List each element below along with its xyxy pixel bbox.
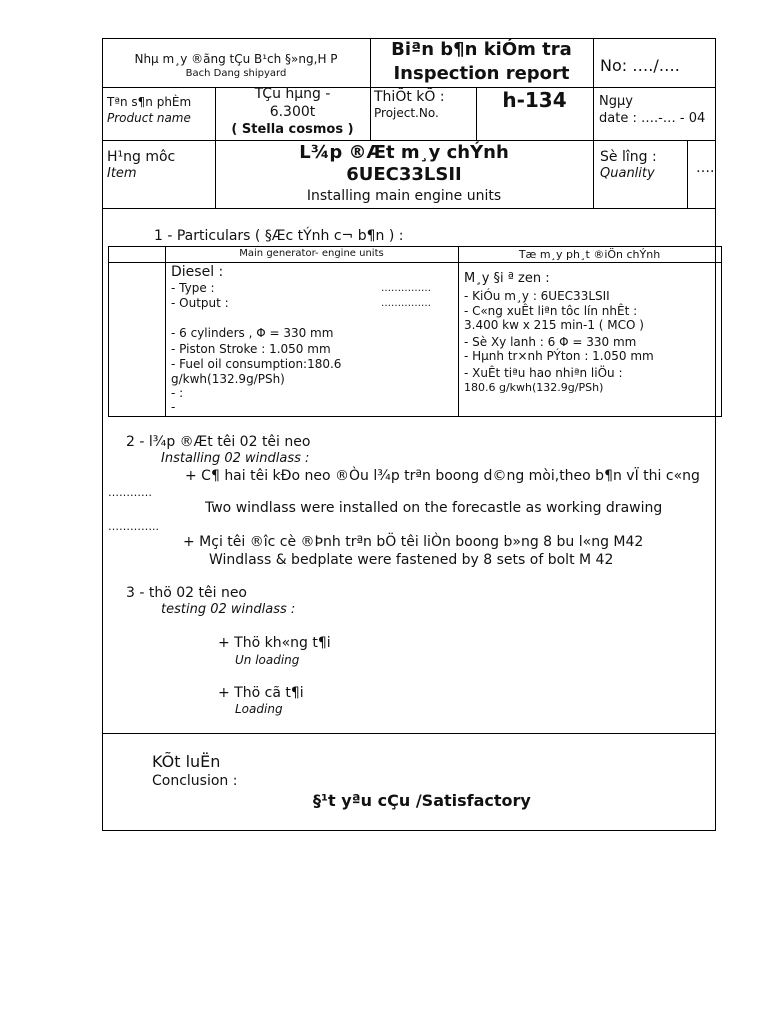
section2-dots2: ………….. bbox=[108, 520, 159, 533]
section1-title: 1 - Particulars ( §Æc tÝnh c¬ b¶n ) : bbox=[154, 228, 404, 244]
right-line-5: - Hµnh tr×nh PÝton : 1.050 mm bbox=[464, 349, 654, 363]
section3-title: 3 - thö 02 têi neo bbox=[126, 585, 247, 601]
test-loading-vn: + Thö cã t¶i bbox=[218, 685, 304, 701]
company-name-en: Bach Dang shipyard bbox=[185, 68, 287, 79]
product-label-en: Product name bbox=[107, 111, 191, 125]
section2-line2: Two windlass were installed on the forecastle as working drawing bbox=[205, 500, 663, 516]
ptable-col-2 bbox=[458, 246, 459, 416]
section2-line4: Windlass & bedplate were fastened by 8 sets of bolt M 42 bbox=[209, 552, 614, 568]
right-line-7: 180.6 g/kwh(132.9g/PSh) bbox=[464, 381, 604, 394]
product-value-3: ( Stella cosmos ) bbox=[231, 122, 354, 137]
item-value-1: L¾p ®Æt m¸y chÝnh bbox=[299, 142, 509, 163]
left-line-0: Diesel : bbox=[171, 264, 224, 280]
section2-title: 2 - l¾p ®Æt têi 02 têi neo bbox=[126, 434, 311, 450]
date-label-en: date : ….-… - 04 bbox=[599, 111, 706, 126]
test-unloading-en: Un loading bbox=[235, 653, 300, 667]
right-line-2: - C«ng xuÊt liªn tôc lín nhÊt : bbox=[464, 304, 638, 318]
left-line-5: - Piston Stroke : 1.050 mm bbox=[171, 342, 331, 356]
left-line-9: - bbox=[171, 400, 176, 414]
ptable-bottom bbox=[108, 416, 722, 417]
conclusion-label-vn: KÕt luËn bbox=[152, 752, 221, 771]
left-line-4: - 6 cylinders , Φ = 330 mm bbox=[171, 326, 334, 340]
item-value-2: 6UEC33LSII bbox=[346, 164, 462, 185]
section2-subtitle: Installing 02 windlass : bbox=[161, 451, 310, 466]
right-line-0: M¸y §i ª zen : bbox=[464, 271, 550, 286]
left-line-8: - : bbox=[171, 386, 184, 400]
design-label-en: Project.No. bbox=[374, 106, 439, 120]
ptable-head-left: Main generator- engine units bbox=[239, 248, 384, 259]
item-value-3: Installing main engine units bbox=[306, 188, 502, 204]
report-title-vn: Biªn b¶n kiÓm tra bbox=[391, 39, 572, 60]
left-line-2: - Output : bbox=[171, 296, 229, 310]
header-col-line-5 bbox=[687, 140, 688, 208]
header-divider-3 bbox=[102, 208, 716, 209]
section3-subtitle: testing 02 windlass : bbox=[161, 602, 296, 617]
section2-dots1: ………… bbox=[108, 486, 152, 499]
header-divider-2 bbox=[102, 140, 716, 141]
ptable-col-1 bbox=[165, 246, 166, 416]
product-value-2: 6.300t bbox=[269, 104, 316, 120]
conclusion-divider bbox=[102, 733, 716, 734]
right-line-6: - XuÊt tiªu hao nhiªn liÖu : bbox=[464, 366, 623, 380]
report-number: No: …./…. bbox=[600, 56, 680, 75]
product-value-1: TÇu hµng - bbox=[254, 86, 331, 102]
ptable-head-right: Tæ m¸y ph¸t ®iÖn chÝnh bbox=[518, 248, 661, 261]
date-label-vn: Ngµy bbox=[599, 94, 633, 109]
conclusion-result: §¹t yªu cÇu /Satisfactory bbox=[313, 791, 531, 810]
right-line-1: - KiÓu m¸y : 6UEC33LSII bbox=[464, 289, 610, 303]
left-line-7: g/kwh(132.9g/PSh) bbox=[171, 372, 285, 386]
left-line-6: - Fuel oil consumption:180.6 bbox=[171, 357, 342, 371]
right-line-3: 3.400 kw x 215 min-1 ( MCO ) bbox=[464, 318, 644, 332]
header-col-line-2 bbox=[593, 38, 594, 208]
qty-value: …. bbox=[696, 160, 715, 176]
qty-label-vn: Sè lîng : bbox=[600, 149, 657, 165]
ptable-left bbox=[108, 246, 109, 416]
company-name-vn: Nhµ m¸y ®ãng tÇu B¹ch §»ng,H P bbox=[134, 52, 338, 66]
left-line-1: - Type : bbox=[171, 281, 215, 295]
ptable-top bbox=[108, 246, 722, 247]
right-line-4: - Sè Xy lanh : 6 Φ = 330 mm bbox=[464, 335, 637, 349]
design-value: h-134 bbox=[502, 88, 567, 112]
left-dots-1: …………… bbox=[381, 283, 431, 294]
ptable-right bbox=[721, 246, 722, 416]
header-divider-1 bbox=[102, 87, 716, 88]
ptable-head-line bbox=[108, 262, 722, 263]
item-label-en: Item bbox=[107, 166, 137, 181]
section2-line1: + C¶ hai têi kÐo neo ®Òu l¾p trªn boong d©ng mòi,theo b¶n vÏ thi c«ng bbox=[185, 468, 700, 484]
left-dots-2: …………… bbox=[381, 298, 431, 309]
design-label-vn: ThiÕt kÕ : bbox=[374, 89, 445, 105]
test-unloading-vn: + Thö kh«ng t¶i bbox=[218, 635, 331, 651]
qty-label-en: Quanlity bbox=[600, 166, 655, 181]
conclusion-label-en: Conclusion : bbox=[152, 773, 238, 789]
section2-line3: + Mçi têi ®îc cè ®Þnh trªn bÖ têi liÒn boong b»ng 8 bu l«ng M42 bbox=[183, 534, 644, 550]
item-label-vn: H¹ng môc bbox=[107, 149, 176, 165]
product-label-vn: Tªn s¶n phÈm bbox=[107, 95, 192, 109]
test-loading-en: Loading bbox=[235, 702, 283, 716]
report-title-en: Inspection report bbox=[393, 63, 570, 84]
